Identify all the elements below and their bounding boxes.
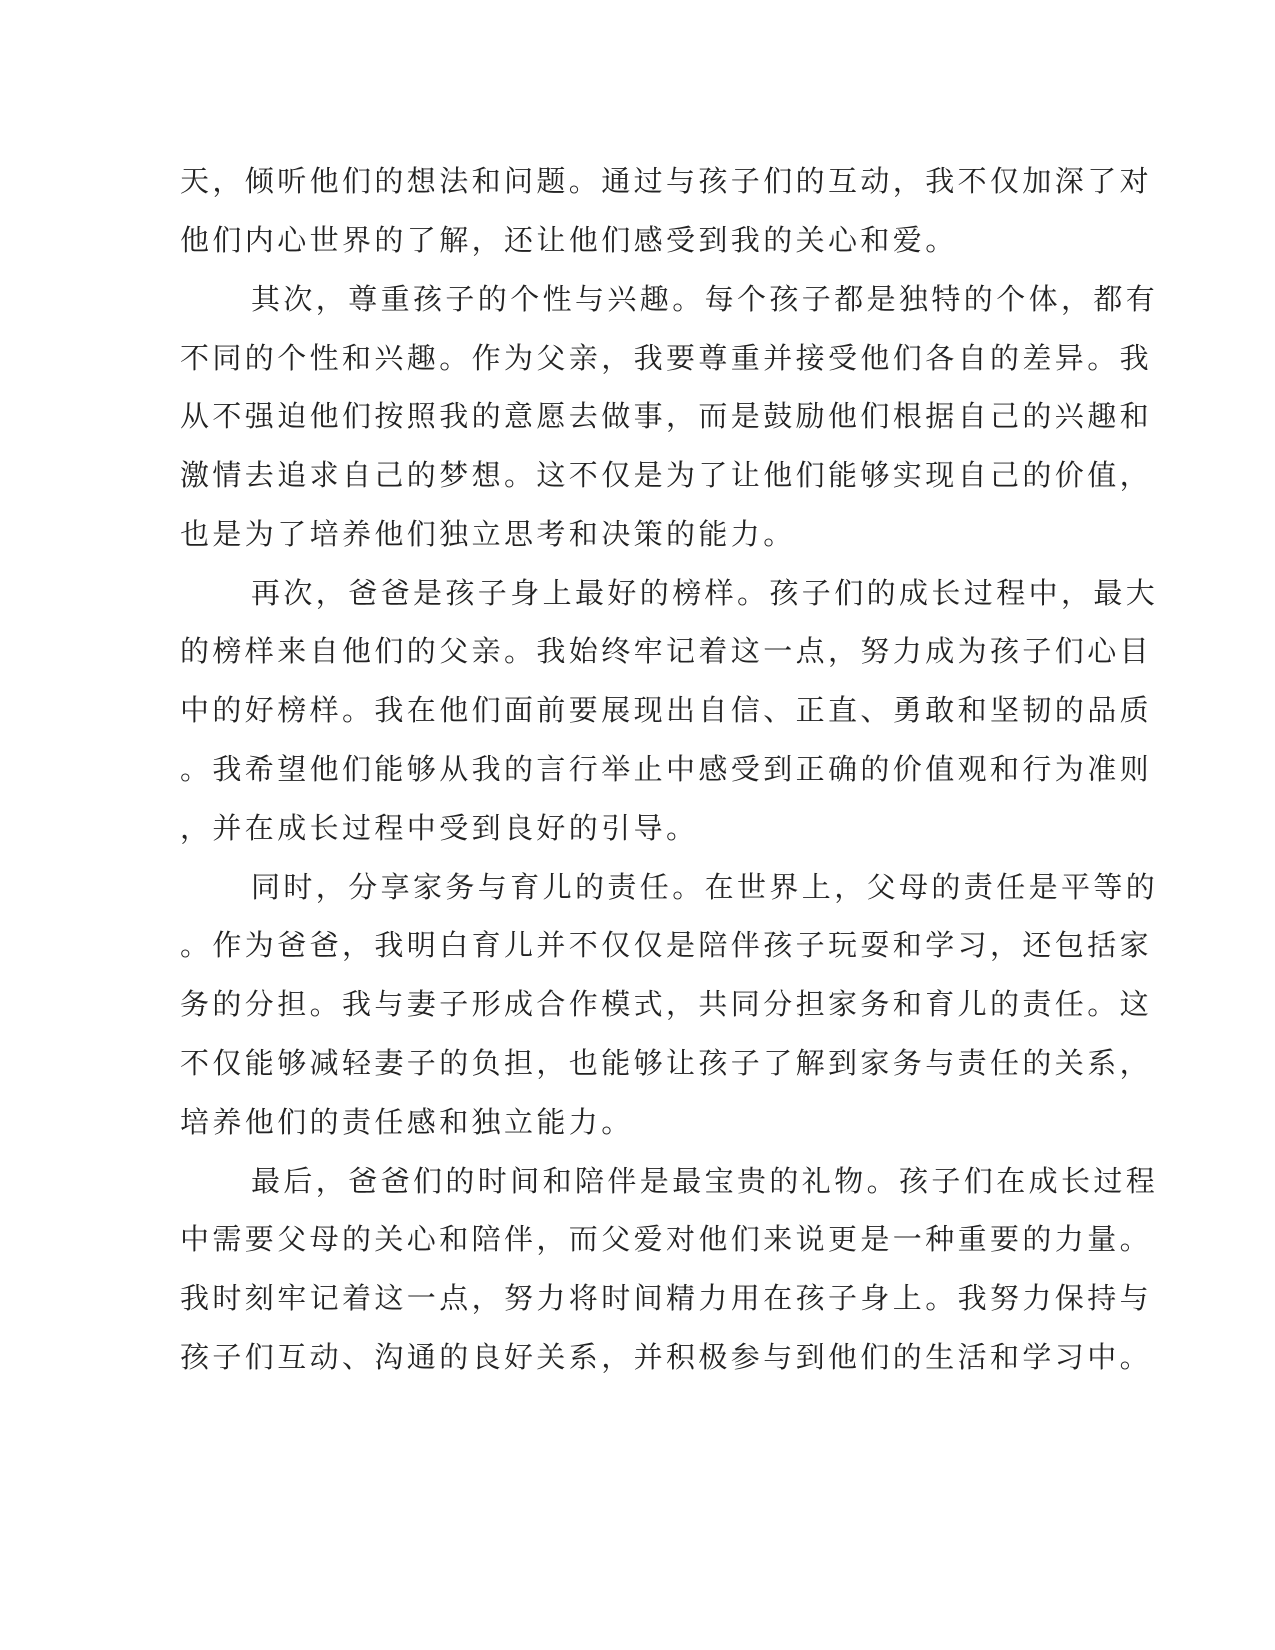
text-line: 孩子们互动、沟通的良好关系，并积极参与到他们的生活和学习中。 <box>180 1340 1153 1374</box>
text-line: 从不强迫他们按照我的意愿去做事，而是鼓励他们根据自己的兴趣和 <box>180 399 1153 433</box>
text-line: 的榜样来自他们的父亲。我始终牢记着这一点，努力成为孩子们心目 <box>180 634 1153 668</box>
text-line: 不仅能够减轻妻子的负担，也能够让孩子了解到家务与责任的关系， <box>180 1046 1153 1080</box>
text-line: 也是为了培养他们独立思考和决策的能力。 <box>180 517 796 551</box>
text-line: 。我希望他们能够从我的言行举止中感受到正确的价值观和行为准则 <box>180 752 1153 786</box>
text-line: 我时刻牢记着这一点，努力将时间精力用在孩子身上。我努力保持与 <box>180 1281 1153 1315</box>
text-line: 中的好榜样。我在他们面前要展现出自信、正直、勇敢和坚韧的品质 <box>180 693 1153 727</box>
text-line: 天，倾听他们的想法和问题。通过与孩子们的互动，我不仅加深了对 <box>180 164 1153 198</box>
text-line: 培养他们的责任感和独立能力。 <box>180 1105 634 1139</box>
text-line: 最后，爸爸们的时间和陪伴是最宝贵的礼物。孩子们在成长过程 <box>251 1164 1159 1198</box>
text-line: 其次，尊重孩子的个性与兴趣。每个孩子都是独特的个体，都有 <box>251 282 1159 316</box>
text-line: 不同的个性和兴趣。作为父亲，我要尊重并接受他们各自的差异。我 <box>180 341 1153 375</box>
text-line: 激情去追求自己的梦想。这不仅是为了让他们能够实现自己的价值， <box>180 458 1153 492</box>
text-line: ，并在成长过程中受到良好的引导。 <box>180 811 699 845</box>
text-line: 再次，爸爸是孩子身上最好的榜样。孩子们的成长过程中，最大 <box>251 576 1159 610</box>
text-line: 务的分担。我与妻子形成合作模式，共同分担家务和育儿的责任。这 <box>180 987 1153 1021</box>
text-line: 中需要父母的关心和陪伴，而父爱对他们来说更是一种重要的力量。 <box>180 1222 1153 1256</box>
text-line: 他们内心世界的了解，还让他们感受到我的关心和爱。 <box>180 223 958 257</box>
text-line: 。作为爸爸，我明白育儿并不仅仅是陪伴孩子玩耍和学习，还包括家 <box>180 928 1153 962</box>
text-line: 同时，分享家务与育儿的责任。在世界上，父母的责任是平等的 <box>251 870 1159 904</box>
